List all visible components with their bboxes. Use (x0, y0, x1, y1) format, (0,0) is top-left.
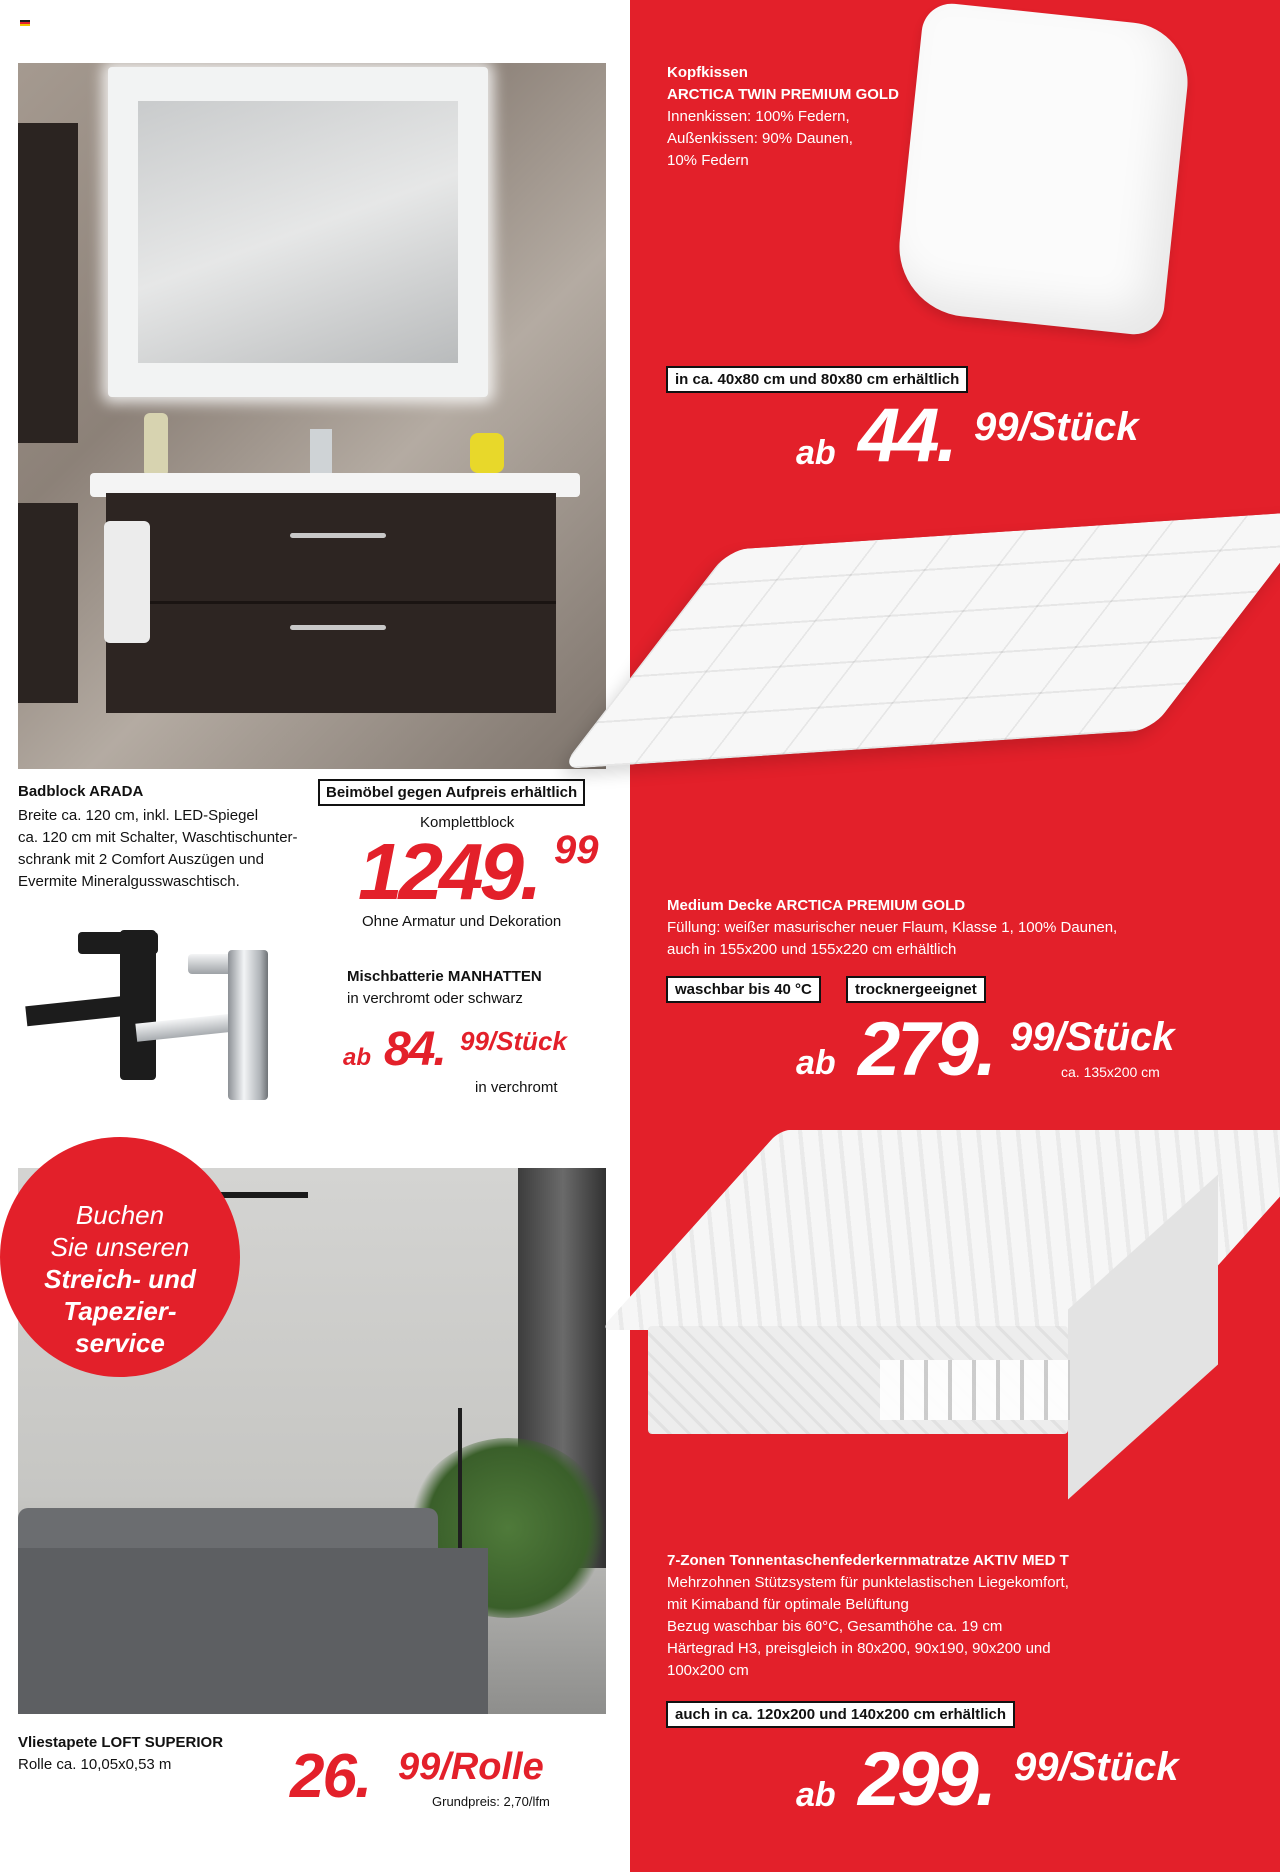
decke-line: Füllung: weißer masurischer neuer Flaum, Klasse 1, 100% Daunen, (667, 919, 1118, 936)
bathroom-photo (18, 63, 606, 769)
wall-cabinet-lower (18, 503, 78, 703)
badblock-desc-line: schrank mit 2 Comfort Auszügen und (18, 851, 264, 868)
decke-description (667, 895, 1117, 961)
badblock-desc-line: Breite ca. 120 cm, inkl. LED-Spiegel (18, 807, 259, 824)
matratze-line: 100x200 cm (667, 1662, 749, 1679)
decke-ab: ab (796, 1044, 836, 1082)
badblock-title: Badblock ARADA (18, 783, 144, 800)
matratze-description (667, 1550, 1069, 1682)
matratze-line: 7-Zonen Tonnentaschenfederkernmatratze AKTIV MED T (667, 1552, 1069, 1569)
decke-price-main: 279. (858, 1007, 994, 1092)
kopfkissen-line: Innenkissen: 100% Federn, (667, 108, 850, 125)
mischbatterie-price-cents: 99/Stück (460, 1026, 567, 1056)
bubble-line: Tapezier- (63, 1296, 177, 1326)
mischbatterie-note: in verchromt (475, 1079, 558, 1096)
kopfkissen-price-main: 44. (858, 393, 955, 478)
mirror-glass (138, 101, 458, 363)
matratze-line: mit Kimaband für optimale Belüftung (667, 1596, 909, 1613)
trockner-tag: trocknergeeignet (846, 976, 986, 1003)
kopfkissen-line: 10% Federn (667, 152, 749, 169)
decke-line: auch in 155x200 und 155x220 cm erhältlich (667, 941, 957, 958)
matratze-line: Bezug waschbar bis 60°C, Gesamthöhe ca. 19 cm (667, 1618, 1003, 1635)
matratze-size-tag: auch in ca. 120x200 und 140x200 cm erhältlich (666, 1701, 1015, 1728)
badblock-description (18, 805, 338, 893)
drawer-handle (290, 625, 386, 630)
service-bubble (0, 1137, 240, 1377)
basin-faucet (310, 429, 332, 473)
vliestapete-price-main: 26. (290, 1742, 371, 1811)
mattress-springs (880, 1360, 1070, 1420)
vliestapete-grundpreis: Grundpreis: 2,70/lfm (432, 1794, 550, 1809)
drawer-divider (106, 601, 556, 604)
decke-size: ca. 135x200 cm (1061, 1064, 1160, 1080)
mischbatterie-description: in verchromt oder schwarz (347, 990, 523, 1007)
badblock-price-cents: 99 (554, 828, 599, 872)
black-faucet (120, 930, 156, 1080)
towel (104, 521, 150, 643)
soap-bottle (144, 413, 168, 477)
mischbatterie-title: Mischbatterie MANHATTEN (347, 968, 542, 985)
bubble-line: Buchen (75, 1200, 165, 1230)
badblock-price-main: 1249. (358, 827, 539, 916)
kopfkissen-line: ARCTICA TWIN PREMIUM GOLD (667, 86, 899, 103)
matratze-price-main: 299. (858, 1737, 994, 1822)
badblock-note: Ohne Armatur und Dekoration (362, 913, 562, 930)
mischbatterie-price-main: 84. (384, 1023, 445, 1076)
kopfkissen-line: Außenkissen: 90% Daunen, (667, 130, 853, 147)
wall-cabinet (18, 123, 78, 443)
sofa (18, 1548, 488, 1714)
bubble-line: Streich- und (44, 1264, 196, 1294)
matratze-ab: ab (796, 1776, 836, 1814)
kopfkissen-price-cents: 99/Stück (974, 405, 1139, 449)
chrome-faucet (228, 950, 268, 1100)
kopfkissen-size-tag: in ca. 40x80 cm und 80x80 cm erhältlich (666, 366, 968, 393)
matratze-price-cents: 99/Stück (1014, 1745, 1179, 1789)
waschbar-tag: waschbar bis 40 °C (666, 976, 821, 1003)
drawer-handle (290, 533, 386, 538)
komplettblock-label: Komplettblock (420, 814, 515, 831)
vliestapete-price-cents: 99/Rolle (398, 1746, 544, 1788)
bubble-line: Sie unseren (50, 1232, 190, 1262)
flag-icon (20, 20, 30, 27)
yellow-bottle (470, 433, 504, 473)
beimoebel-tag: Beimöbel gegen Aufpreis erhältlich (318, 779, 585, 806)
badblock-desc-line: Evermite Mineralgusswaschtisch. (18, 873, 240, 890)
pillow-image (893, 1, 1194, 338)
vliestapete-title: Vliestapete LOFT SUPERIOR (18, 1734, 224, 1751)
decke-price-cents: 99/Stück (1010, 1015, 1175, 1059)
mischbatterie-ab: ab (343, 1044, 372, 1071)
matratze-line: Härtegrad H3, preisgleich in 80x200, 90x190, 90x200 und (667, 1640, 1051, 1657)
matratze-line: Mehrzohnen Stützsystem für punktelastischen Liegekomfort, (667, 1574, 1069, 1591)
bubble-line: service (75, 1328, 165, 1358)
kopfkissen-line: Kopfkissen (667, 64, 748, 81)
kopfkissen-ab: ab (796, 434, 836, 472)
vliestapete-description: Rolle ca. 10,05x0,53 m (18, 1756, 172, 1773)
kopfkissen-description (667, 62, 899, 172)
decke-line: Medium Decke ARCTICA PREMIUM GOLD (667, 897, 966, 914)
badblock-desc-line: ca. 120 cm mit Schalter, Waschtischunter- (18, 829, 298, 846)
